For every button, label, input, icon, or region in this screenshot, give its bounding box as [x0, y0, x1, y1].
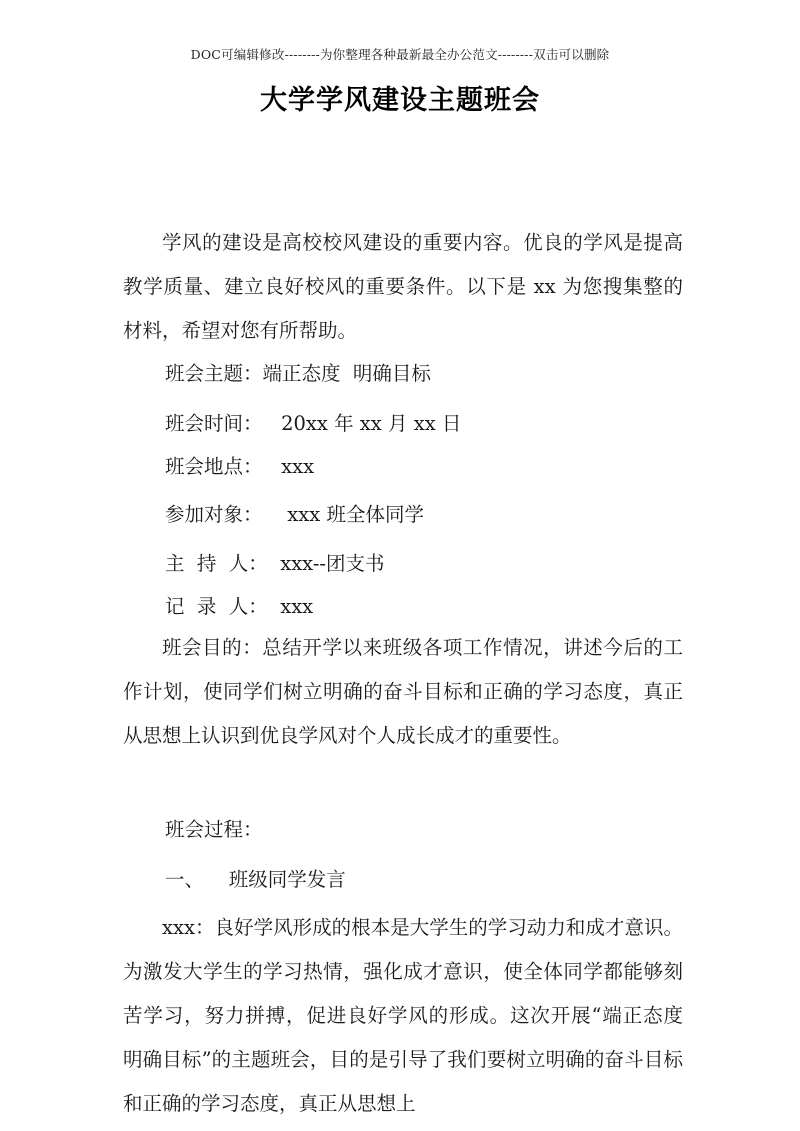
field-time: 班会时间： 20xx 年 xx 月 xx 日: [165, 412, 462, 435]
purpose-text: 班会目的：总结开学以来班级各项工作情况，讲述今后的工作计划，使同学们树立明确的奋斗目标和正确的学习态度，真正从思想上认识到优良学风对个人成长成才的重要性。: [123, 636, 683, 747]
speech-paragraph: [123, 906, 683, 1126]
speech-text: xxx：良好学风形成的根本是大学生的学习动力和成才意识。为激发大学生的学习热情，强化成才意识，使全体同学都能够刻苦学习，努力拼搏，促进良好学风的形成。这次开展“端正态度 明确目标”的主题班会，目的是引导了我们要树立明确的奋斗目标和正确的学习态度，真正从思想上: [123, 916, 683, 1115]
header-note: DOC可编辑修改--------为你整理各种最新最全办公范文--------双击可以删除: [190, 47, 610, 62]
document-title: 大学学风建设主题班会: [260, 85, 540, 116]
field-host: 主 持 人： xxx--团支书: [165, 552, 385, 575]
intro-paragraph: [123, 221, 683, 353]
section-one-heading: 一、 班级同学发言: [165, 868, 346, 891]
field-participants: 参加对象： xxx 班全体同学: [165, 503, 424, 526]
purpose-paragraph: [123, 626, 683, 758]
field-recorder: 记 录 人： xxx: [165, 595, 314, 618]
process-label: 班会过程：: [165, 818, 263, 841]
field-place: 班会地点： xxx: [165, 455, 315, 478]
intro-text: 学风的建设是高校校风建设的重要内容。优良的学风是提高教学质量、建立良好校风的重要条件。以下是 xx 为您搜集整的材料，希望对您有所帮助。: [123, 231, 683, 342]
field-theme: 班会主题：端正态度 明确目标: [165, 362, 431, 385]
